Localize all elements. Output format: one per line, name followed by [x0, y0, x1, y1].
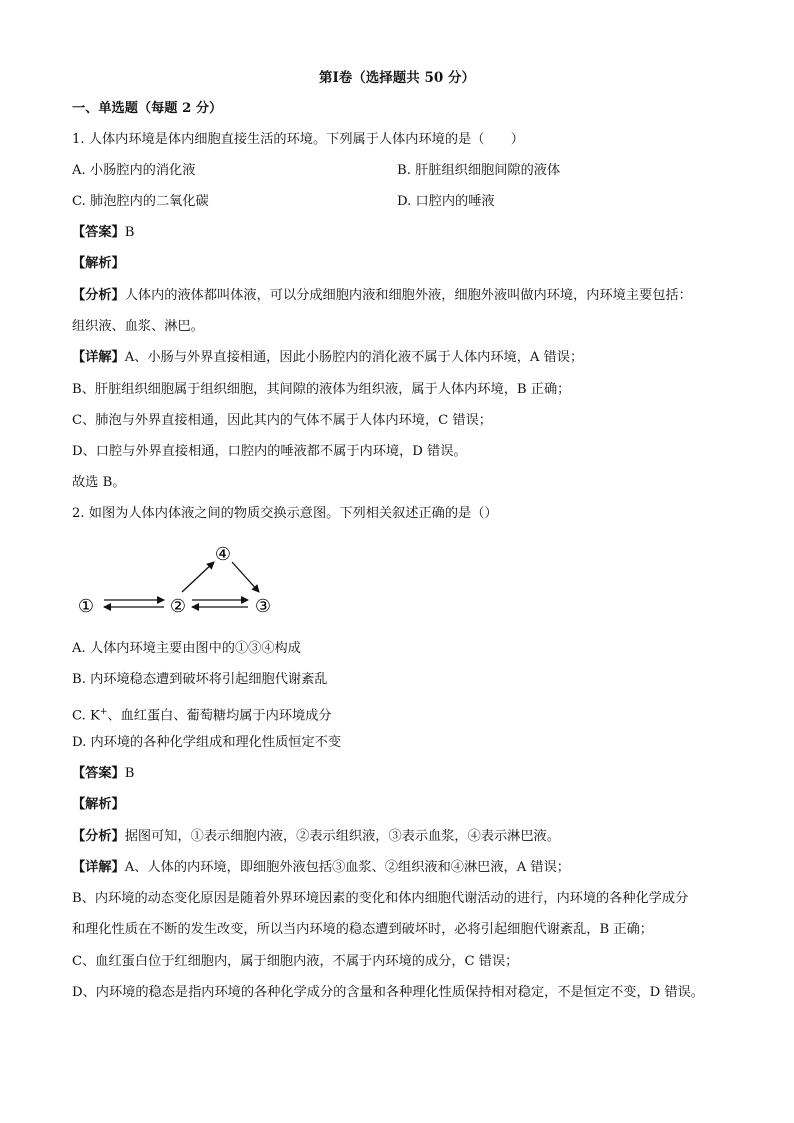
- q1-option-c: C. 肺泡腔内的二氧化碳: [72, 194, 209, 209]
- q2-detail-d: D、内环境的稳态是指内环境的各种化学成分的含量和各种理化性质保持相对稳定，不是恒定不变，D 错误。: [72, 985, 704, 1000]
- node-2-label: ②: [169, 596, 187, 617]
- option-c-superscript: +: [99, 707, 108, 717]
- q1-answer: [72, 225, 134, 241]
- q2-option-b: B. 内环境稳态遭到破坏将引起细胞代谢紊乱: [72, 672, 328, 687]
- fenxi-tag: 【分析】: [72, 829, 125, 844]
- detail-text: A、小肠与外界直接相通，因此小肠腔内的消化液不属于人体内环境，A 错误；: [124, 350, 584, 365]
- q1-detail-d: D、口腔与外界直接相通，口腔内的唾液都不属于内环境，D 错误。: [72, 444, 467, 459]
- body-fluid-exchange-diagram: [72, 540, 292, 620]
- section-heading: 一、单选题（每题 2 分）: [72, 101, 223, 116]
- q2-option-c: [72, 704, 332, 724]
- q2-fenxi: [72, 829, 560, 845]
- fenxi-text: 据图可知，①表示细胞内液，②表示组织液，③表示血浆，④表示淋巴液。: [124, 829, 560, 844]
- q2-detail-b-line2: 和理化性质在不断的发生改变，所以当内环境的稳态遭到破坏时，必将引起细胞代谢紊乱，B 正确；: [72, 922, 653, 937]
- q2-analysis-tag: 【解析】: [72, 797, 125, 812]
- node-1-label: ①: [77, 596, 95, 617]
- xiangjie-tag: 【详解】: [72, 860, 125, 875]
- q2-detail-a: [72, 860, 570, 876]
- q1-fenxi-line1: [72, 288, 692, 304]
- node-4-label: ④: [214, 544, 232, 565]
- q2-detail-b-line1: B、内环境的动态变化原因是随着外界环境因素的变化和体内细胞代谢活动的进行，内环境的各种化学成分: [72, 891, 689, 906]
- node-3-label: ③: [254, 596, 272, 617]
- q2-detail-c: C、血红蛋白位于红细胞内，属于细胞内液，不属于内环境的成分，C 错误；: [72, 954, 519, 969]
- q1-option-d: D. 口腔内的唾液: [397, 194, 495, 209]
- q2-option-a: A. 人体内环境主要由图中的①③④构成: [72, 641, 301, 656]
- q1-detail-a: [72, 350, 583, 366]
- answer-tag: 【答案】: [72, 766, 125, 781]
- answer-value: B: [124, 225, 135, 240]
- answer-tag: 【答案】: [72, 225, 125, 240]
- q1-option-a: A. 小肠腔内的消化液: [72, 163, 196, 178]
- q1-detail-c: C、肺泡与外界直接相通，因此其内的气体不属于人体内环境，C 错误；: [72, 413, 492, 428]
- option-c-prefix: C. K: [72, 708, 100, 724]
- q1-detail-b: B、肝脏组织细胞属于组织细胞，其间隙的液体为组织液，属于人体内环境，B 正确；: [72, 382, 571, 397]
- q2-answer: [72, 766, 134, 782]
- q1-analysis-tag: 【解析】: [72, 256, 125, 271]
- paper-title: 第Ⅰ卷（选择题共 50 分）: [318, 70, 475, 86]
- fenxi-tag: 【分析】: [72, 288, 125, 303]
- q2-option-d: D. 内环境的各种化学组成和理化性质恒定不变: [72, 735, 342, 750]
- q1-conclusion: 故选 B。: [72, 475, 126, 490]
- q1-stem: 1. 人体内环境是体内细胞直接生活的环境。下列属于人体内环境的是（ ）: [72, 132, 524, 147]
- arrow-4-to-3: [232, 562, 259, 592]
- arrow-2-to-4: [182, 562, 214, 592]
- answer-value: B: [124, 766, 135, 781]
- option-c-text: 、血红蛋白、葡萄糖均属于内环境成分: [107, 708, 332, 724]
- q2-stem: 2. 如图为人体内体液之间的物质交换示意图。下列相关叙述正确的是（）: [72, 506, 498, 521]
- fenxi-text: 人体内的液体都叫体液，可以分成细胞内液和细胞外液，细胞外液叫做内环境，内环境主要包括：: [124, 288, 692, 303]
- detail-text: A、人体的内环境，即细胞外液包括③血浆、②组织液和④淋巴液，A 错误；: [124, 860, 570, 875]
- xiangjie-tag: 【详解】: [72, 350, 125, 365]
- q1-option-b: B. 肝脏组织细胞间隙的液体: [397, 163, 561, 178]
- q1-fenxi-line2: 组织液、血浆、淋巴。: [72, 319, 204, 334]
